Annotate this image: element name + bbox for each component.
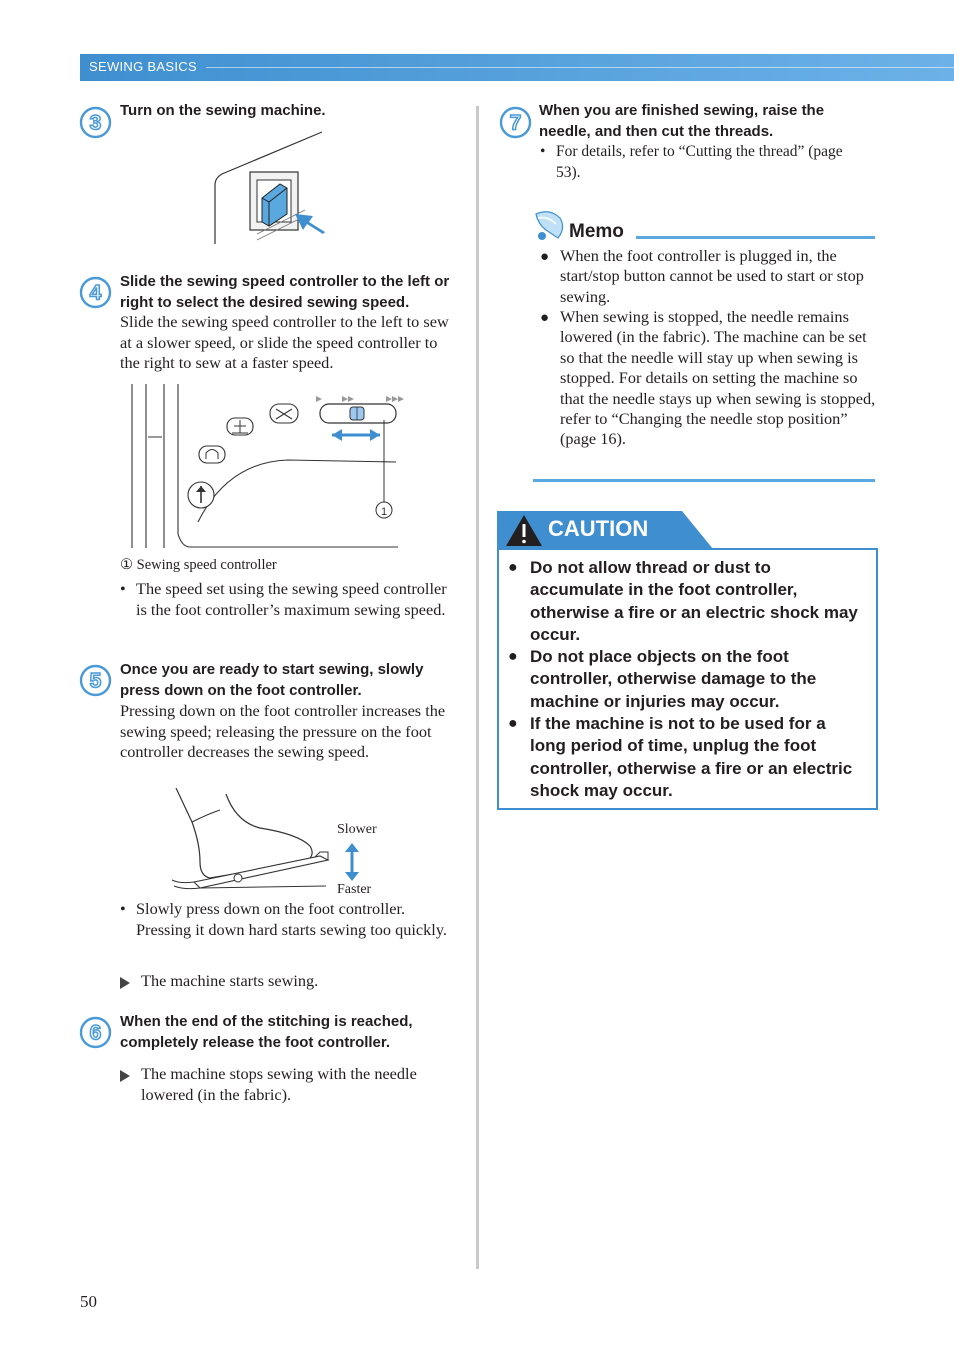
- svg-text:4: 4: [89, 281, 102, 305]
- step-7-bullet: • For details, refer to “Cutting the thread” (page 53).: [540, 143, 843, 181]
- step-7-number: [499, 106, 532, 139]
- memo-rule-bottom: [533, 479, 875, 482]
- memo-item: ● When sewing is stopped, the needle remains lowered (in the fabric). The machine can be set so that the needle will stay up when sewing is stopped. For details on setting the machine so that the needle stays up when sewing is stopped, refer to “Changing the needle stop position” (page 16).: [540, 307, 876, 449]
- result-arrow-icon: [120, 977, 130, 989]
- slower-label: Slower: [337, 822, 377, 837]
- step-6-number: [79, 1016, 112, 1049]
- svg-text:5: 5: [89, 669, 102, 693]
- step-5-title: Once you are ready to start sewing, slowly press down on the foot controller.: [120, 661, 424, 699]
- memo-item: ● When the foot controller is plugged in, the start/stop button cannot be used to start or stop sewing.: [540, 246, 864, 306]
- svg-text:7: 7: [509, 111, 522, 135]
- step-3-number: [79, 106, 112, 139]
- svg-text:3: 3: [89, 111, 102, 135]
- step-4-title: Slide the sewing speed controller to the left or right to select the desired sewing speed.: [120, 273, 450, 311]
- page-number: 50: [80, 1292, 97, 1311]
- caution-header: [497, 511, 713, 549]
- result-arrow-icon: [120, 1070, 130, 1082]
- step-4-body: Slide the sewing speed controller to the left to sew at a slower speed, or slide the speed controller to the right to sew at a faster speed.: [120, 312, 449, 372]
- step-3-title: Turn on the sewing machine.: [120, 102, 326, 119]
- section-header: [80, 54, 954, 81]
- caption-text: Sewing speed controller: [136, 557, 277, 573]
- warning-triangle-icon: [506, 515, 542, 546]
- svg-text:1: 1: [380, 506, 388, 518]
- svg-text:6: 6: [89, 1021, 102, 1045]
- step-4-number: [79, 276, 112, 309]
- step-4-bullet: • The speed set using the sewing speed controller is the foot controller’s maximum sewing speed.: [120, 579, 447, 619]
- header-rule: [206, 67, 954, 68]
- step-5-result: The machine starts sewing.: [120, 971, 455, 993]
- memo-title: Memo: [569, 221, 624, 242]
- step-6-title: When the end of the stitching is reached, completely release the foot controller.: [120, 1013, 413, 1051]
- caution-item: ● Do not place objects on the foot controller, otherwise damage to the machine or injuries may occur.: [508, 647, 817, 711]
- caution-title: CAUTION: [548, 516, 649, 541]
- memo-rule-top: [636, 236, 875, 239]
- speed-controller-caption: [120, 556, 460, 574]
- step-5-number: [79, 664, 112, 697]
- step-6-result: The machine stops sewing with the needle lowered (in the fabric).: [120, 1064, 455, 1106]
- foot-controller-illustration: [170, 784, 340, 894]
- callout-marker: ①: [120, 557, 133, 573]
- power-switch-illustration: [205, 130, 335, 248]
- speed-controller-illustration: [128, 382, 413, 552]
- caution-item: ● Do not allow thread or dust to accumulate in the foot controller, otherwise a fire or an electric shock may occur.: [508, 558, 858, 644]
- caution-item: ● If the machine is not to be used for a long period of time, unplug the foot controller, otherwise a fire or an electric shock may occur.: [508, 714, 853, 800]
- memo-bell-icon: [532, 208, 566, 242]
- step-7-title: When you are finished sewing, raise the needle, and then cut the threads.: [539, 102, 825, 140]
- section-title: SEWING BASICS: [89, 59, 197, 74]
- column-divider: [476, 106, 479, 1269]
- step-5-body: Pressing down on the foot controller increases the sewing speed; releasing the pressure on the foot controller decreases the sewing speed.: [120, 701, 446, 761]
- step-5-bullet: • Slowly press down on the foot controller. Pressing it down hard starts sewing too quickly.: [120, 899, 447, 939]
- faster-label: Faster: [337, 882, 372, 897]
- up-down-arrow-icon: [343, 843, 361, 881]
